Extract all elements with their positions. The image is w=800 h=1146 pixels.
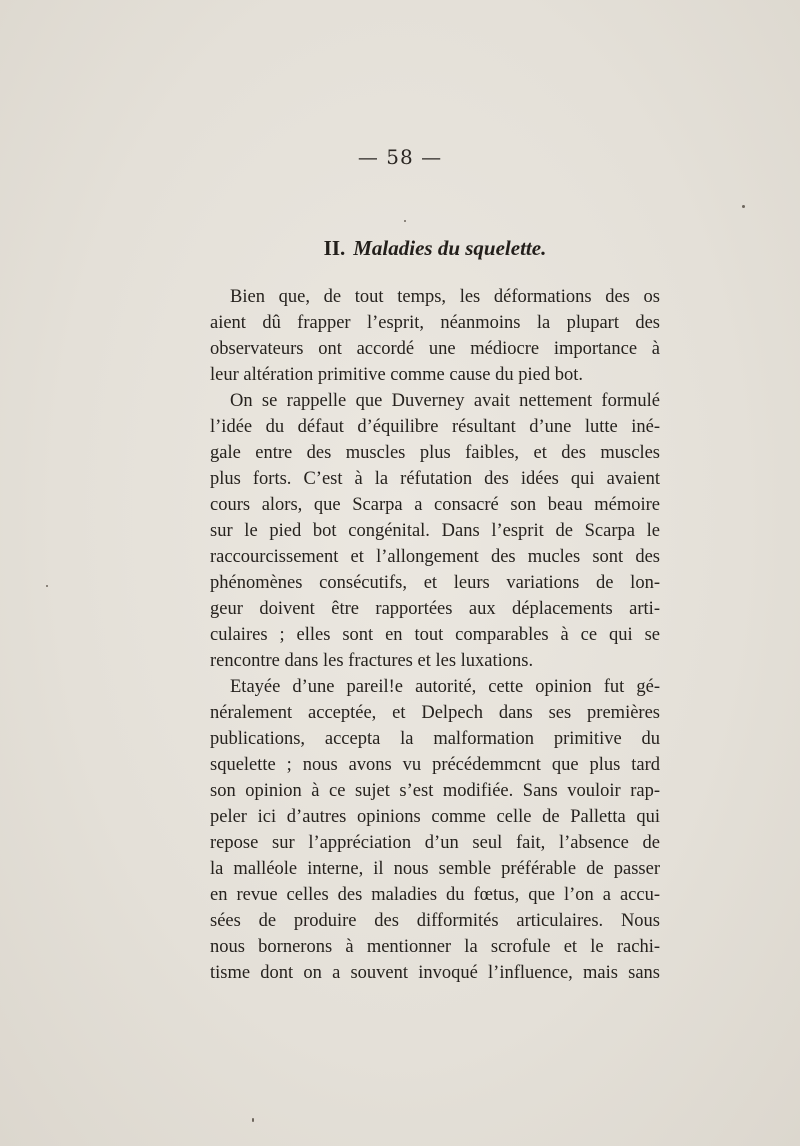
- text-line: sées de produire des difformités articulaires. Nous: [210, 911, 660, 931]
- text-line: plus forts. C’est à la réfutation des idées qui avaient: [210, 469, 660, 489]
- section-title: Maladies du squelette.: [353, 236, 547, 260]
- text-line: squelette ; nous avons vu précédemmcnt que plus tard: [210, 755, 660, 775]
- text-line: rencontre dans les fractures et les luxations.: [210, 651, 534, 671]
- text-line: culaires ; elles sont en tout comparables à ce qui se: [210, 625, 660, 645]
- text-line: la malléole interne, il nous semble préférable de passer: [210, 859, 660, 879]
- text-line: Etayée d’une pareil!e autorité, cette opinion fut gé-: [230, 677, 660, 697]
- text-line: observateurs ont accordé une médiocre importance à: [210, 339, 660, 359]
- text-line: cours alors, que Scarpa a consacré son beau mémoire: [210, 495, 660, 515]
- section-heading: [0, 236, 800, 261]
- text-line: l’idée du défaut d’équilibre résultant d’une lutte iné-: [210, 417, 660, 437]
- text-line: en revue celles des maladies du fœtus, que l’on a accu-: [210, 885, 660, 905]
- text-line: phénomènes consécutifs, et leurs variations de lon-: [210, 573, 660, 593]
- text-line: gale entre des muscles plus faibles, et des muscles: [210, 443, 660, 463]
- text-line: sur le pied bot congénital. Dans l’esprit de Scarpa le: [210, 521, 660, 541]
- text-line: néralement acceptée, et Delpech dans ses premières: [210, 703, 660, 723]
- text-line: raccourcissement et l’allongement des mucles sont des: [210, 547, 660, 567]
- text-line: peler ici d’autres opinions comme celle de Palletta qui: [210, 807, 660, 827]
- paper-speck: [742, 205, 745, 208]
- text-line: leur altération primitive comme cause du pied bot.: [210, 365, 583, 385]
- text-line: son opinion à ce sujet s’est modifiée. Sans vouloir rap-: [210, 781, 660, 801]
- page-number: — 58 —: [357, 145, 443, 169]
- text-line: nous bornerons à mentionner la scrofule et le rachi-: [210, 937, 660, 957]
- section-number: II.: [323, 236, 346, 260]
- text-line: tisme dont on a souvent invoqué l’influence, mais sans: [210, 963, 660, 983]
- paper-speck: [46, 585, 48, 587]
- paper-speck: [404, 220, 406, 222]
- text-line: geur doivent être rapportées aux déplacements arti-: [210, 599, 660, 619]
- paper-speck: [252, 1118, 254, 1122]
- text-line: Bien que, de tout temps, les déformations des os: [230, 287, 660, 307]
- text-line: aient dû frapper l’esprit, néanmoins la plupart des: [210, 313, 660, 333]
- text-line: repose sur l’appréciation d’un seul fait, l’absence de: [210, 833, 660, 853]
- body-paragraphs: [210, 284, 660, 986]
- text-line: On se rappelle que Duverney avait nettement formulé: [230, 391, 660, 411]
- text-line: publications, accepta la malformation primitive du: [210, 729, 660, 749]
